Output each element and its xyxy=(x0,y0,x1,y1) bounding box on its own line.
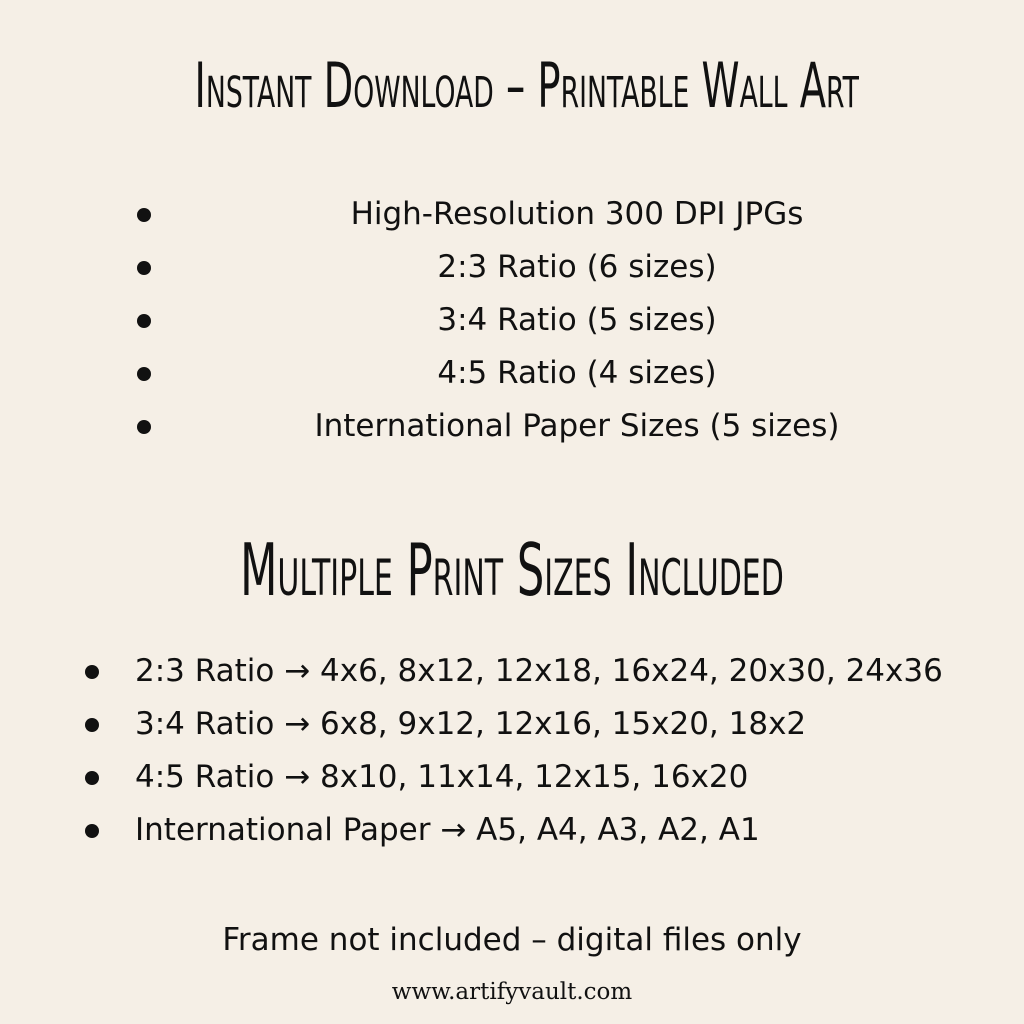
features-list-item xyxy=(0,188,1024,241)
features-list-item-text: High-Resolution 300 DPI JPGs xyxy=(350,196,804,232)
sizes-list-item xyxy=(0,751,1024,804)
features-list-item xyxy=(0,294,1024,347)
sizes-list-item xyxy=(0,645,1024,698)
bullet-icon xyxy=(85,771,99,785)
main-title: Instant Download – Printable Wall Art xyxy=(194,49,859,122)
sizes-list-item-text: 4:5 Ratio → 8x10, 11x14, 12x15, 16x20 xyxy=(135,759,749,795)
bullet-icon xyxy=(85,665,99,679)
bullet-icon xyxy=(85,718,99,732)
features-list-item xyxy=(0,241,1024,294)
sizes-list-item-text: 2:3 Ratio → 4x6, 8x12, 12x18, 16x24, 20x30, 24x36 xyxy=(135,653,943,689)
features-list-item-text: 2:3 Ratio (6 sizes) xyxy=(437,249,717,285)
features-list-item-text: 3:4 Ratio (5 sizes) xyxy=(437,302,717,338)
bullet-icon xyxy=(137,261,151,275)
bullet-icon xyxy=(137,208,151,222)
features-list xyxy=(0,188,1024,453)
bullet-icon xyxy=(137,314,151,328)
bullet-icon xyxy=(137,367,151,381)
sizes-list-item xyxy=(0,804,1024,857)
sizes-title: Multiple Print Sizes Included xyxy=(240,528,784,612)
features-list-item-text: International Paper Sizes (5 sizes) xyxy=(314,408,840,444)
sizes-list-item-text: International Paper → A5, A4, A3, A2, A1 xyxy=(135,812,760,848)
sizes-list-item xyxy=(0,698,1024,751)
sizes-list xyxy=(0,645,1024,857)
features-list-item xyxy=(0,400,1024,453)
features-list-item xyxy=(0,347,1024,400)
sizes-list-item-text: 3:4 Ratio → 6x8, 9x12, 12x16, 15x20, 18x2 xyxy=(135,706,807,742)
features-list-item-text: 4:5 Ratio (4 sizes) xyxy=(437,355,717,391)
website-url: www.artifyvault.com xyxy=(391,979,633,1005)
bullet-icon xyxy=(137,420,151,434)
bullet-icon xyxy=(85,824,99,838)
frame-note: Frame not included – digital files only xyxy=(222,922,802,958)
